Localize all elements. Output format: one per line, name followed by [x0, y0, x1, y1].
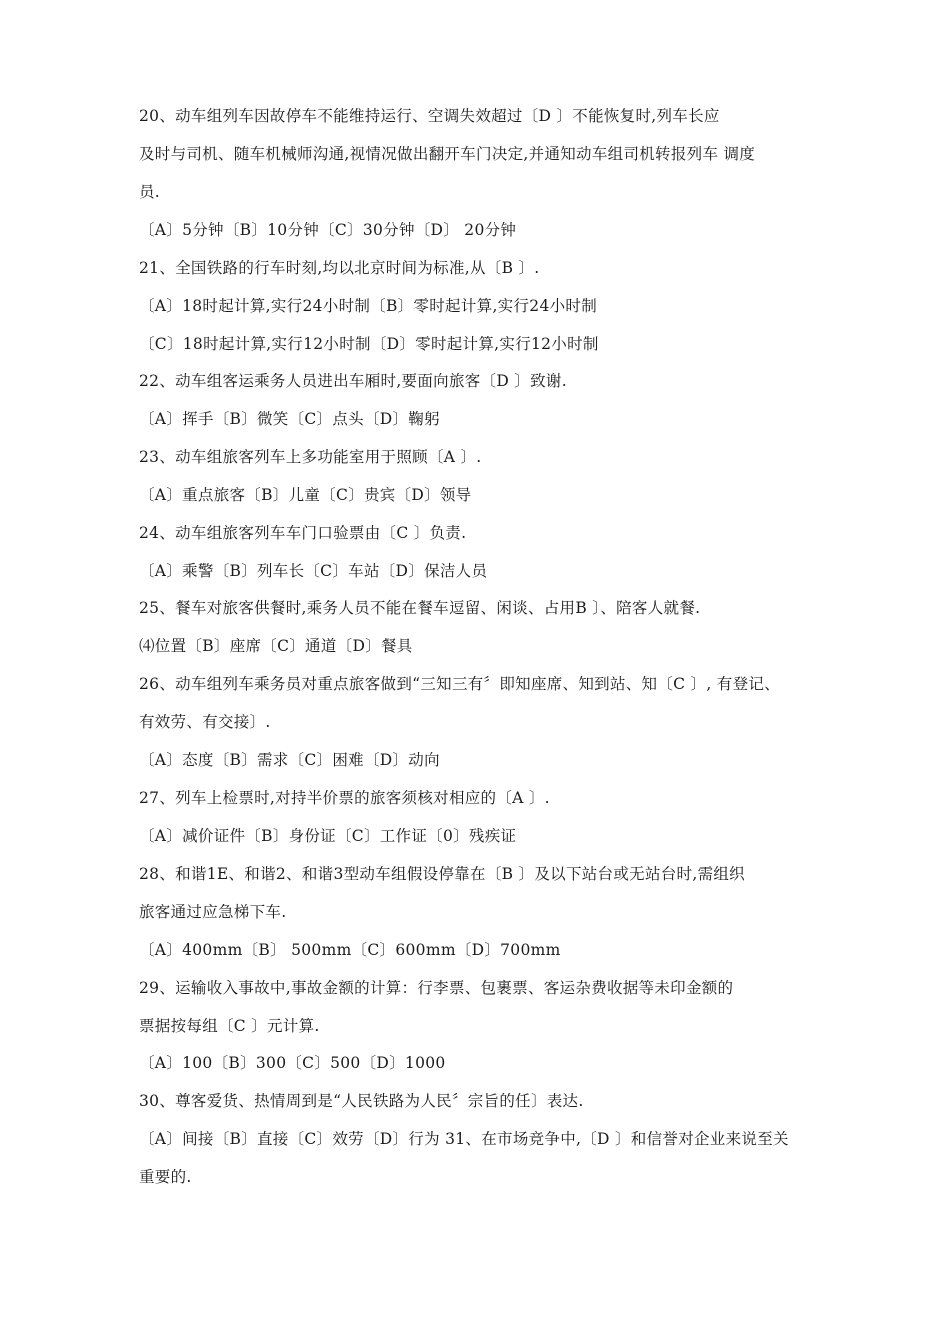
question-22-options: 〔A〕挥手〔B〕微笑〔C〕点头〔D〕鞠躬 — [139, 410, 440, 428]
question-20-options: 〔A〕5分钟〔B〕10分钟〔C〕30分钟〔D〕 20分钟 — [139, 221, 517, 239]
question-30-options-question-31: 〔A〕间接〔B〕直接〔C〕效劳〔D〕行为 31、在市场竞争中,〔D 〕和信誉对企业来说至关 — [139, 1130, 789, 1148]
question-28-line-2: 旅客通过应急梯下车. — [139, 903, 287, 921]
question-21-options-ab: 〔A〕18时起计算,实行24小时制〔B〕零时起计算,实行24小时制 — [139, 297, 598, 315]
question-29-line-2: 票据按每组〔C 〕元计算. — [139, 1017, 320, 1035]
question-21: 21、全国铁路的行车时刻,均以北京时间为标准,从〔B 〕. — [139, 259, 540, 277]
question-31-line-2: 重要的. — [139, 1168, 192, 1186]
question-25-options: ⑷位置〔B〕座席〔C〕通道〔D〕餐具 — [139, 637, 413, 655]
question-24: 24、动车组旅客列车车门口验票由〔C 〕负责. — [139, 524, 467, 542]
question-24-options: 〔A〕乘警〔B〕列车长〔C〕车站〔D〕保洁人员 — [139, 562, 488, 580]
question-20-line-2: 及时与司机、随车机械师沟通,视情况做出翻开车门决定,并通知动车组司机转报列车 调度 — [139, 145, 756, 163]
question-27: 27、列车上检票时,对持半价票的旅客须核对相应的〔A 〕. — [139, 789, 550, 807]
question-20-line-3: 员. — [139, 183, 161, 201]
question-20-line-1: 20、动车组列车因故停车不能维持运行、空调失效超过〔D 〕不能恢复时,列车长应 — [139, 107, 720, 125]
question-25: 25、餐车对旅客供餐时,乘务人员不能在餐车逗留、闲谈、占用B 〕、陪客人就餐. — [139, 599, 701, 617]
question-28-line-1: 28、和谐1E、和谐2、和谐3型动车组假设停靠在〔B 〕及以下站台或无站台时,需组织 — [139, 865, 745, 883]
question-29-options: 〔A〕100〔B〕300〔C〕500〔D〕1000 — [139, 1054, 446, 1072]
question-26-line-1: 26、动车组列车乘务员对重点旅客做到“三知三有〞即知座席、知到站、知〔C 〕, 有登记、 — [139, 675, 780, 693]
question-30: 30、尊客爱货、热情周到是“人民铁路为人民〞宗旨的任〕表达. — [139, 1092, 584, 1110]
question-22: 22、动车组客运乘务人员进出车厢时,要面向旅客〔D 〕致谢. — [139, 372, 567, 390]
question-28-options: 〔A〕400mm〔B〕 500mm〔C〕600mm〔D〕700mm — [139, 941, 561, 959]
question-29-line-1: 29、运输收入事故中,事故金额的计算：行李票、包裹票、客运杂费收据等未印金额的 — [139, 979, 734, 997]
question-21-options-cd: 〔C〕18时起计算,实行12小时制〔D〕零时起计算,实行12小时制 — [139, 335, 599, 353]
question-26-options: 〔A〕态度〔B〕需求〔C〕困难〔D〕动向 — [139, 751, 440, 769]
question-27-options: 〔A〕减价证件〔B〕身份证〔C〕工作证〔0〕残疾证 — [139, 827, 517, 845]
question-26-line-2: 有效劳、有交接〕. — [139, 713, 271, 731]
question-23: 23、动车组旅客列车上多功能室用于照顾〔A 〕. — [139, 448, 482, 466]
question-23-options: 〔A〕重点旅客〔B〕儿童〔C〕贵宾〔D〕领导 — [139, 486, 472, 504]
